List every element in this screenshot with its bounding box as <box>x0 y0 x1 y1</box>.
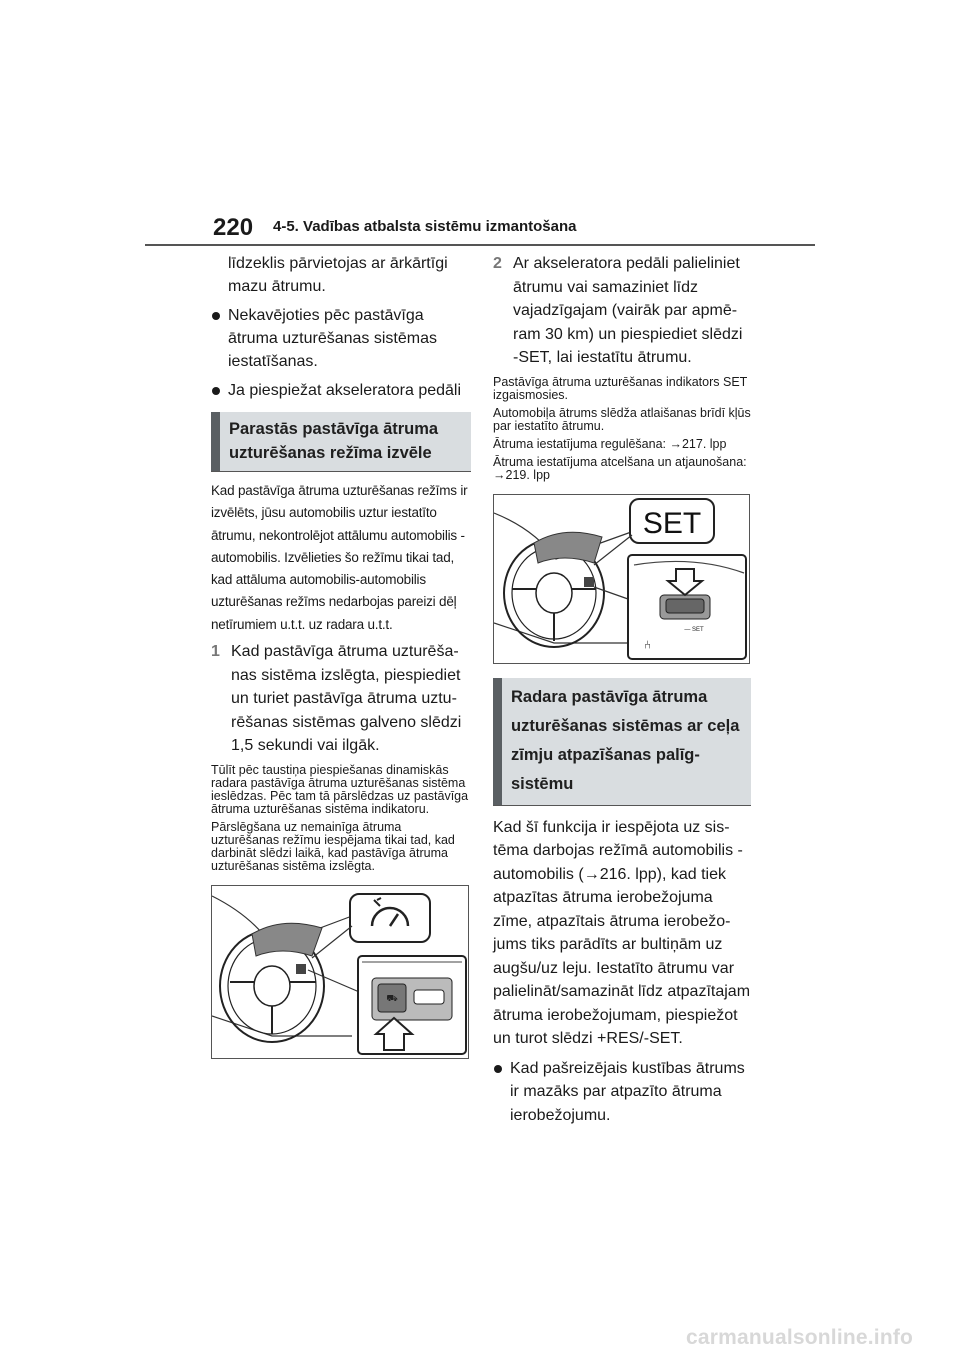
step-text: Kad pastāvīga ātruma uzturēšanas sistēma izslēgta, piespiediet un turiet pastāvīga ātruma uzturēšanas sistēmas galveno slēdzi 1,5 sekundi vai ilgāk. <box>231 643 462 755</box>
section-heading <box>211 412 471 471</box>
list-item: Ja piespiežat akseleratora pedāli <box>211 379 471 402</box>
illustration-set-switch <box>493 494 750 664</box>
step-number: 2 <box>493 255 502 272</box>
continued-text: līdzeklis pārvietojas ar ārkārtīgi mazu ātrumu. <box>228 255 448 295</box>
header-rule <box>145 244 815 246</box>
note-text: Automobiļa ātrums slēdža atlaišanas brīdī kļūs par iestatīto ātrumu. <box>493 405 751 433</box>
section-rule <box>211 471 471 472</box>
chapter-title: 4-5. Vadības atbalsta sistēmu izmantošana <box>273 218 577 235</box>
step-item <box>493 252 751 370</box>
section-title: Parastās pastāvīga ātruma uzturēšanas režīma izvēle <box>229 420 439 462</box>
note-text: Pārslēgšana uz nemainīga ātruma uzturēšanas režīmu iespējama tikai tad, kad darbināt slēdzi laikā, kad pastāvīga ātruma uzturēšanas sistēma izslēgta. <box>211 819 455 873</box>
list-item: Nekavējoties pēc pastāvīga ātruma uzturēšanas sistēmas iestatīšanas. <box>211 304 471 373</box>
section-heading <box>493 678 751 805</box>
svg-text:⑃: ⑃ <box>644 637 652 652</box>
left-column <box>211 252 471 1059</box>
step-number: 1 <box>211 643 220 661</box>
section-title: Radara pastāvīga ātruma uzturēšanas sistēmas ar ceļa zīmju atpazīšanas palīgsistēmu <box>511 687 740 793</box>
note-text: Ātruma iestatījuma regulēšana: →217. lpp <box>493 436 727 451</box>
set-small-label: — SET <box>684 626 704 633</box>
svg-text:⛟: ⛟ <box>386 992 398 1003</box>
section-rule <box>493 805 751 806</box>
step-text: Ar akseleratora pedāli palieliniet ātrumu vai samaziniet līdz vajadzīgajam (vairāk par apmēram 30 km) un piespiediet slēdzi -SET, lai iestatītu ātrumu. <box>513 255 743 366</box>
watermark: carmanualsonline.info <box>686 1326 914 1349</box>
note-text: Tūlīt pēc taustiņa piespiešanas dinamiskās radara pastāvīga ātruma uzturēšanas sistēma ieslēdzas. Pēc tam tā pārslēdzas uz pastāvīga ātruma uzturēšanas sistēma indikatoru. <box>211 762 469 816</box>
set-label: SET <box>642 506 702 540</box>
section-text: Kad šī funkcija ir iespējota uz sistēma darbojas režīmā automobilis - automobilis (→216. lpp), kad tiek atpazītas ātruma ierobežojuma zīme, atpazītais ātruma ierobežojums tiks parādīts ar bultiņām uz augšu/uz leju. Iestatīto ātrumu var palielināt/samazināt līdz atpazītajam ātruma ierobežojumam, piespiežot un turot slēdzi +RES/-SET. <box>493 818 751 1047</box>
page-number: 220 <box>213 214 254 241</box>
right-column <box>493 252 751 1133</box>
illustration-main-switch <box>211 885 469 1059</box>
list-item: Kad pašreizējais kustības ātrums ir mazāks par atpazīto ātruma ierobežojumu. <box>493 1057 751 1128</box>
note-text: Ātruma iestatījuma atcelšana un atjaunošana: →219. lpp <box>493 454 747 482</box>
step-item <box>211 640 471 758</box>
section-text: Kad pastāvīga ātruma uzturēšanas režīms ir izvēlēts, jūsu automobilis uztur iestatīto ātrumu, nekontrolējot attālumu automobilis - automobilis. Izvēlieties šo režīmu tikai tad, kad attāluma automobilis-automobilis uzturēšanas režīms nedarbojas pareizi dēļ netīrumiem u.t.t. uz radara u.t.t. <box>211 483 468 632</box>
note-text: Pastāvīga ātruma uzturēšanas indikators SET izgaismosies. <box>493 374 748 402</box>
